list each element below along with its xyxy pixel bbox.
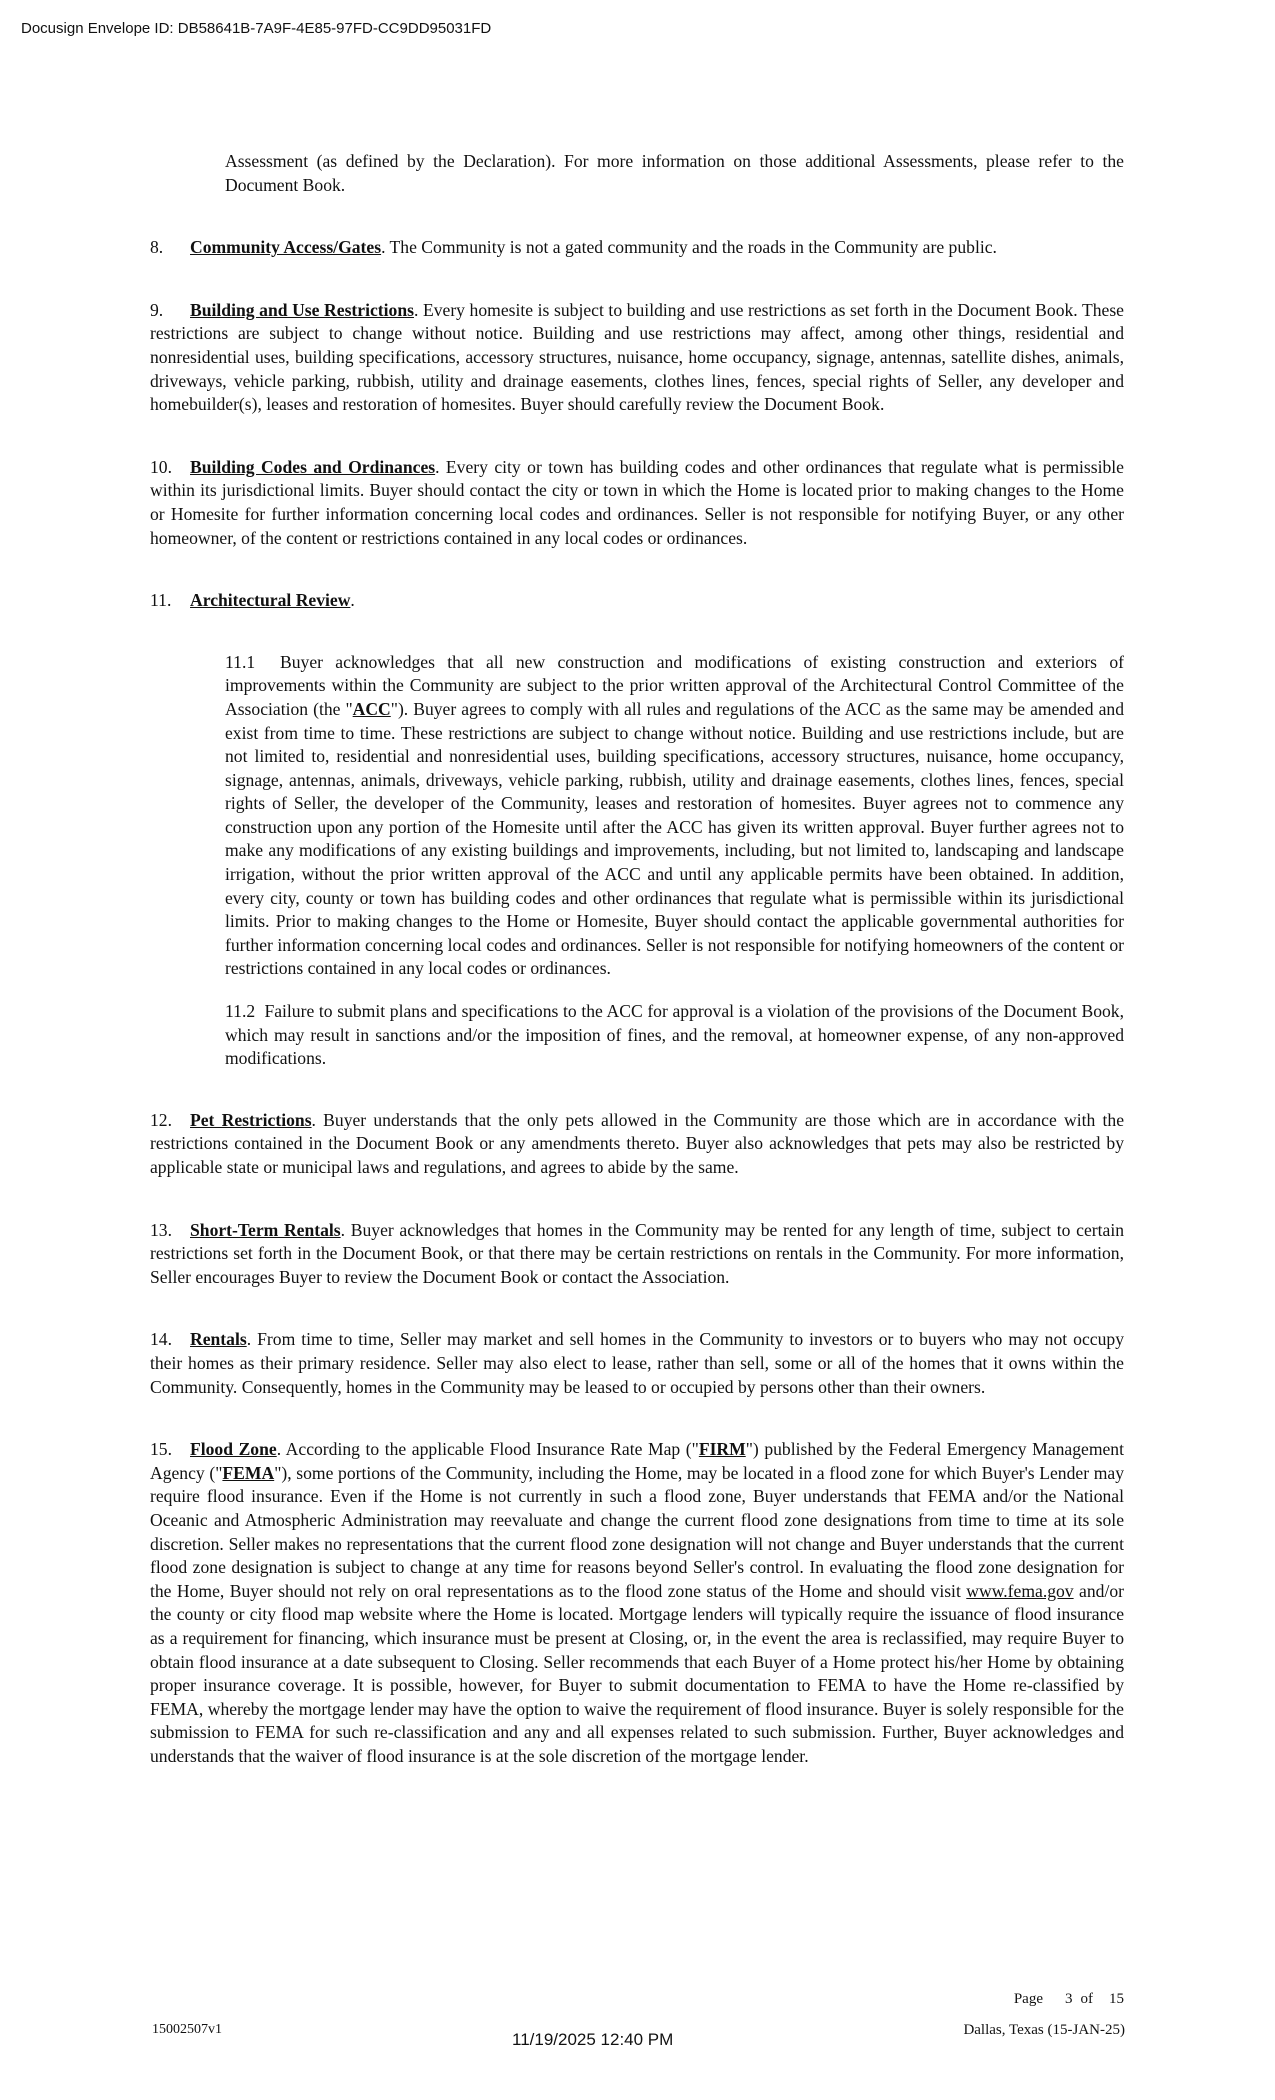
- subsection-11-1: [225, 651, 1124, 981]
- page-total: 15: [1109, 1991, 1124, 2007]
- section-text: . Buyer understands that the only pets allowed in the Community are those which are in accordance with the restrictions contained in the Document Book or any amendments thereto. Buyer also acknowledges that pets may also be restricted by applicable state or municipal laws and regulations, and agrees to abide by the same.: [150, 1109, 1124, 1177]
- signature-timestamp: 11/19/2025 12:40 PM: [512, 2030, 674, 2049]
- section-title: Pet Restrictions: [190, 1109, 312, 1130]
- section-10: [150, 456, 1124, 550]
- section-text: . Buyer acknowledges that homes in the Community may be rented for any length of time, subject to certain restrictions set forth in the Document Book, or that there may be certain restrictions on rentals in the Community. For more information, Seller encourages Buyer to review the Document Book or contact the Association.: [150, 1219, 1125, 1287]
- section-number: 10.: [150, 456, 172, 477]
- page-label: Page: [1013, 1991, 1043, 2007]
- section-title: Community Access/Gates: [190, 237, 382, 258]
- page-of: of: [1080, 1991, 1093, 2007]
- continuation-paragraph: Assessment (as defined by the Declaration). For more information on those additional Assessments, please refer to the Document Book.: [225, 151, 1124, 195]
- page-number: [1006, 1991, 1124, 2008]
- section-number: 11.: [150, 590, 172, 611]
- subsection-text: Failure to submit plans and specifications to the ACC for approval is a violation of the provisions of the Document Book, which may result in sanctions and/or the imposition of fines, and the removal, at homeowner expense, of any non-approved modifications.: [225, 1001, 1124, 1069]
- section-13: [150, 1219, 1124, 1290]
- document-body: [150, 150, 1124, 1768]
- envelope-id: Docusign Envelope ID: DB58641B-7A9F-4E85-97FD-CC9DD95031FD: [21, 20, 492, 37]
- document-code: 15002507v1: [152, 2022, 222, 2037]
- page-current: 3: [1065, 1991, 1073, 2007]
- section-8: [150, 236, 1124, 260]
- document-location: Dallas, Texas (15-JAN-25): [963, 2022, 1125, 2038]
- section-text: ") published by the Federal Emergency Management Agency (": [150, 1439, 1124, 1483]
- section-title: Building Codes and Ordinances: [190, 456, 436, 477]
- section-number: 13.: [150, 1219, 172, 1240]
- section-text: . Every city or town has building codes and other ordinances that regulate what is permissible within its jurisdictional limits. Buyer should contact the city or town in which the Home is located prior to making changes to the Home or Homesite for further information concerning local codes and ordinances. Seller is not responsible for notifying Buyer, or any other homeowner, of the content or restrictions contained in any local codes or ordinances.: [150, 456, 1124, 548]
- fema-link[interactable]: www.fema.gov: [966, 1580, 1074, 1601]
- section-14: [150, 1328, 1124, 1399]
- section-text: "), some portions of the Community, including the Home, may be located in a flood zone for which Buyer's Lender may require flood insurance. Even if the Home is not currently in such a flood zone, Buyer understands that FEMA and/or the National Oceanic and Atmospheric Administration may reevaluate and change the current flood zone designations from time to time at its sole discretion. Seller makes no representations that the current flood zone designation will not change and Buyer understands that the current flood zone designation is subject to change at any time for reasons beyond Seller's control. In evaluating the flood zone designation for the Home, Buyer should not rely on oral representations as to the flood zone status of the Home and should visit: [150, 1462, 1124, 1601]
- defined-term-acc: ACC: [352, 698, 391, 719]
- section-text: and/or the county or city flood map website where the Home is located. Mortgage lenders will typically require the issuance of flood insurance as a requirement for financing, which insurance must be present at Closing, or, in the event the area is reclassified, may require Buyer to obtain flood insurance at a date subsequent to Closing. Seller recommends that each Buyer of a Home protect his/her Home by obtaining proper insurance coverage. It is possible, however, for Buyer to submit documentation to FEMA to have the Home re-classified by FEMA, whereby the mortgage lender may have the option to waive the requirement of flood insurance. Buyer is solely responsible for the submission to FEMA for such re-classification and any and all expenses related to such submission. Further, Buyer acknowledges and understands that the waiver of flood insurance is at the sole discretion of the mortgage lender.: [150, 1580, 1124, 1766]
- section-number: 9.: [150, 299, 164, 320]
- section-title: Short-Term Rentals: [190, 1219, 341, 1240]
- section-number: 8.: [150, 237, 164, 258]
- section-12: [150, 1109, 1124, 1180]
- section-title: Rentals: [190, 1329, 247, 1350]
- section-11: [150, 589, 1124, 613]
- section-title: Building and Use Restrictions: [190, 299, 414, 320]
- section-text: . The Community is not a gated community and the roads in the Community are public.: [381, 237, 997, 258]
- section-text: . According to the applicable Flood Insurance Rate Map (": [276, 1439, 699, 1460]
- section-9: [150, 299, 1124, 417]
- subsection-number: 11.1: [225, 651, 256, 672]
- section-number: 12.: [150, 1109, 172, 1130]
- section-number: 15.: [150, 1439, 172, 1460]
- defined-term-fema: FEMA: [222, 1462, 275, 1483]
- subsection-text-cont: "). Buyer agrees to comply with all rules and regulations of the ACC as the same may be amended and exist from time to time. These restrictions are subject to change without notice. Building and use restrictions include, but are not limited to, residential and nonresidential uses, building specifications, accessory structures, nuisance, home occupancy, signage, antennas, animals, driveways, vehicle parking, rubbish, utility and drainage easements, clothes lines, fences, special rights of Seller, the developer of the Community, leases and restoration of homesites. Buyer agrees not to commence any construction upon any portion of the Homesite until after the ACC has given its written approval. Buyer further agrees not to make any modifications of any existing buildings and improvements, including, but not limited to, landscaping and landscape irrigation, without the prior written approval of the ACC and until any applicable permits have been obtained. In addition, every city, county or town has building codes and other ordinances that regulate what is permissible within its jurisdictional limits. Prior to making changes to the Home or Homesite, Buyer should contact the applicable governmental authorities for further information concerning local codes and ordinances. Seller is not responsible for notifying homeowners of the content or restrictions contained in any local codes or ordinances.: [225, 698, 1124, 979]
- subsection-number: 11.2: [225, 1001, 256, 1022]
- subsection-11-2: [225, 1000, 1124, 1071]
- section-title: Architectural Review: [190, 590, 351, 611]
- section-text: . Every homesite is subject to building and use restrictions as set forth in the Document Book. These restrictions are subject to change without notice. Building and use restrictions may affect, among other things, residential and nonresidential uses, building specifications, accessory structures, nuisance, home occupancy, signage, antennas, satellite dishes, animals, driveways, vehicle parking, rubbish, utility and drainage easements, clothes lines, fences, special rights of Seller, any developer and homebuilder(s), leases and restoration of homesites. Buyer should carefully review the Document Book.: [150, 299, 1124, 415]
- section-number: 14.: [150, 1329, 172, 1350]
- defined-term-firm: FIRM: [698, 1439, 746, 1460]
- subsection-text: Buyer acknowledges that all new construction and modifications of existing construction and exteriors of improvements within the Community are subject to the prior written approval of the Architectural Control Committee of the Association (the ": [225, 651, 1124, 719]
- section-text: . From time to time, Seller may market and sell homes in the Community to investors or to buyers who may not occupy their homes as their primary residence. Seller may also elect to lease, rather than sell, some or all of the homes that it owns within the Community. Consequently, homes in the Community may be leased to or occupied by persons other than their owners.: [150, 1329, 1124, 1397]
- section-period: .: [350, 590, 355, 611]
- section-15: [150, 1438, 1124, 1768]
- section-title: Flood Zone: [190, 1439, 277, 1460]
